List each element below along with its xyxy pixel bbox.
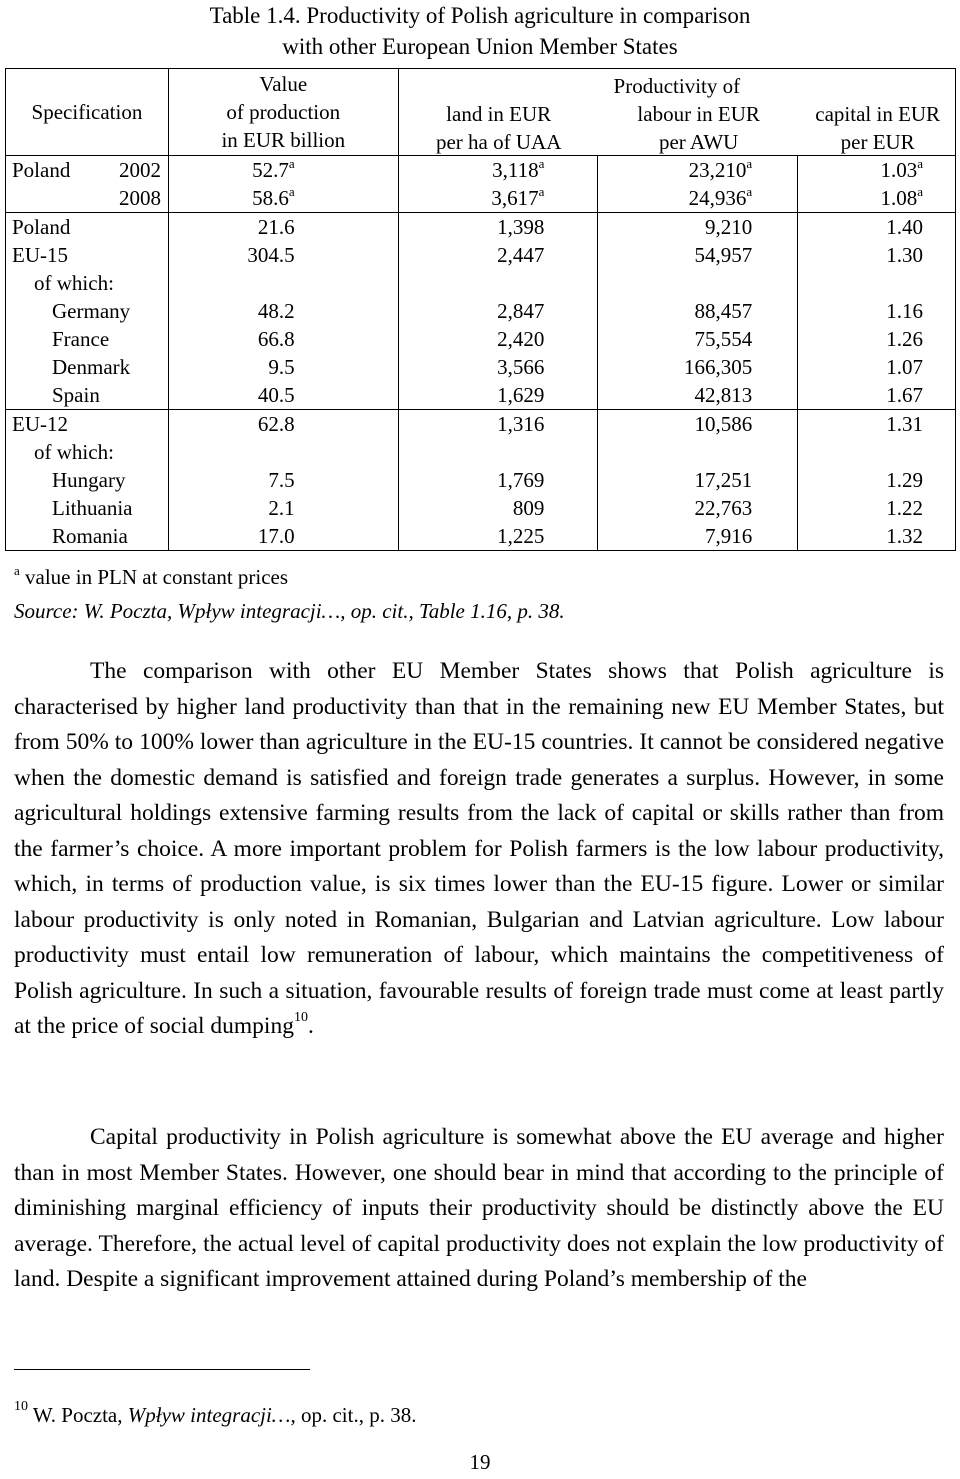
footnote-number: 10 — [14, 1399, 28, 1414]
land-poland-2002 — [399, 156, 598, 184]
footnote-rest: op. cit., p. 38. — [295, 1403, 417, 1427]
table-caption-line-2: with other European Union Member States — [282, 34, 678, 59]
value-text — [169, 269, 398, 297]
header-labour-line-1: labour in EUR — [637, 102, 760, 126]
table-source: Source: W. Poczta, Wpływ integracji…, op. cit., Table 1.16, p. 38. — [14, 599, 565, 623]
row-label: EU-12 — [12, 412, 68, 436]
labour-text: 24,936 — [688, 186, 747, 210]
value-text: 21.6 — [257, 215, 295, 239]
row-label: Germany — [52, 299, 131, 323]
row-label-text: Poland — [12, 158, 71, 182]
land-text: 1,769 — [497, 468, 545, 492]
land-text: 2,847 — [497, 299, 545, 323]
value-text: 58.6 — [252, 186, 289, 210]
land-text: 3,566 — [497, 355, 545, 379]
footnote-title: Wpływ integracji…, — [127, 1403, 296, 1427]
land-text — [399, 438, 598, 466]
labour-poland-2008 — [598, 184, 797, 212]
capital-cell — [798, 156, 956, 213]
land-text: 2,447 — [497, 243, 545, 267]
labour-text — [598, 269, 797, 297]
footnote-ref-10: 10 — [293, 1010, 308, 1025]
capital-cell — [798, 410, 956, 551]
table-caption-line-1: Table 1.4. Productivity of Polish agriculture in comparison — [209, 3, 751, 28]
footnote-10 — [14, 1400, 416, 1430]
header-land-line-2: per ha of UAA — [435, 130, 562, 154]
land-text: 1,398 — [497, 215, 545, 239]
spec-cell — [6, 410, 169, 551]
capital-text — [798, 438, 955, 466]
capital-cell — [798, 213, 956, 410]
value-poland-2008 — [169, 184, 398, 212]
labour-text: 75,554 — [694, 327, 753, 351]
capital-poland-2008 — [798, 184, 955, 212]
header-specification: Specification — [6, 69, 169, 156]
value-text: 304.5 — [247, 243, 295, 267]
capital-text: 1.32 — [886, 524, 923, 548]
labour-text: 10,586 — [694, 412, 753, 436]
note-mark: a — [288, 156, 295, 171]
header-capital-line-2: per EUR — [840, 130, 915, 154]
value-text: 9.5 — [268, 355, 295, 379]
productivity-table — [5, 68, 956, 551]
table-row-group-poland-years — [6, 156, 956, 213]
value-text: 2.1 — [268, 496, 295, 520]
spec-cell — [6, 156, 169, 213]
labour-cell — [598, 213, 798, 410]
header-productivity-of: Productivity of — [613, 74, 741, 98]
header-land-line-1: land in EUR — [446, 102, 552, 126]
table-row-group-eu15 — [6, 213, 956, 410]
row-label: Denmark — [52, 355, 131, 379]
note-mark: a — [538, 156, 545, 171]
table-note — [14, 562, 288, 592]
capital-text: 1.26 — [886, 327, 923, 351]
footnote-author: W. Poczta, — [28, 1403, 128, 1427]
table-row-group-eu12 — [6, 410, 956, 551]
capital-text: 1.22 — [886, 496, 923, 520]
land-text: 809 — [512, 496, 545, 520]
land-text: 1,225 — [497, 524, 545, 548]
capital-poland-2002 — [798, 156, 955, 184]
header-capital — [799, 100, 957, 156]
land-text: 1,629 — [497, 383, 545, 407]
land-text: 3,118 — [492, 158, 539, 182]
labour-text: 88,457 — [694, 299, 753, 323]
value-text: 52.7 — [252, 158, 289, 182]
land-poland-2008 — [399, 184, 598, 212]
paragraph-1-text: The comparison with other EU Member States shows that Polish agriculture is characterised by higher land productivity than that in the remaining new EU Member States, but from 50% to 100% lower than agriculture in the EU-15 countries. It cannot be considered negative when the domestic demand is satisfied and foreign trade generates a surplus. However, in some agricultural holdings extensive farming results from the lack of capital or skills rather than from the farmer’s choice. A more important problem for Polish farmers is the low labour productivity, which, in terms of production value, is six times lower than the EU-15 figure. Lower or similar labour productivity is only noted in Romanian, Bulgarian and Latvian agriculture. Low labour productivity must entail low remuneration of labour, which maintains the competitiveness of Polish agriculture. In such a situation, favourable results of foreign trade must come at least partly at the price of social dumping — [14, 658, 944, 1039]
value-text: 62.8 — [257, 412, 295, 436]
page-number: 19 — [469, 1450, 491, 1474]
paragraph-2: Capital productivity in Polish agriculture is somewhat above the EU average and higher than in most Member States. However, one should bear in mind that according to the principle of diminishing marginal efficiency of inputs their productivity should be distinctly above the EU average. Therefore, the actual level of capital productivity does not explain the low productivity of land. Despite a significant improvement attained during Poland’s membership of the — [14, 1124, 944, 1292]
note-mark: a — [917, 156, 923, 171]
labour-text: 23,210 — [688, 158, 747, 182]
footnote-divider — [14, 1369, 310, 1370]
land-text — [399, 269, 598, 297]
capital-text: 1.40 — [886, 215, 923, 239]
row-label: France — [52, 327, 110, 351]
labour-text: 17,251 — [694, 468, 753, 492]
paragraph-1-end: . — [307, 1013, 314, 1039]
header-labour-line-2: per AWU — [658, 130, 739, 154]
capital-text: 1.16 — [886, 299, 923, 323]
value-cell — [168, 156, 398, 213]
note-mark: a — [14, 563, 20, 578]
row-label: Lithuania — [52, 496, 133, 520]
capital-text: 1.29 — [886, 468, 923, 492]
capital-text: 1.03 — [880, 158, 918, 182]
value-text — [169, 438, 398, 466]
labour-text: 54,957 — [694, 243, 753, 267]
land-cell — [398, 410, 598, 551]
note-mark: a — [288, 184, 295, 199]
value-poland-2002 — [169, 156, 398, 184]
header-capital-line-1: capital in EUR — [815, 102, 941, 126]
table-header-row — [6, 69, 956, 156]
value-text: 17.0 — [257, 524, 295, 548]
value-text: 40.5 — [257, 383, 295, 407]
land-text: 1,316 — [497, 412, 545, 436]
value-text: 48.2 — [257, 299, 295, 323]
value-cell — [168, 213, 398, 410]
note-mark: a — [746, 184, 753, 199]
labour-text — [598, 438, 797, 466]
row-label: Romania — [52, 524, 128, 548]
note-mark: a — [538, 184, 545, 199]
land-cell — [398, 156, 598, 213]
header-value-line-1: Value — [259, 72, 308, 96]
land-text: 2,420 — [497, 327, 545, 351]
row-label-poland-2008 — [6, 184, 168, 212]
header-value — [168, 69, 398, 156]
note-text: value in PLN at constant prices — [19, 565, 289, 589]
header-labour — [599, 100, 799, 156]
row-year-2002: 2002 — [119, 158, 161, 182]
value-text: 66.8 — [257, 327, 295, 351]
row-label: of which: — [34, 271, 114, 295]
header-value-line-2: of production — [226, 100, 341, 124]
value-text: 7.5 — [268, 468, 295, 492]
labour-poland-2002 — [598, 156, 797, 184]
header-productivity-group — [398, 69, 955, 156]
capital-text: 1.08 — [880, 186, 918, 210]
land-text: 3,617 — [491, 186, 539, 210]
row-year-2008: 2008 — [119, 186, 161, 210]
capital-text: 1.07 — [886, 355, 923, 379]
land-cell — [398, 213, 598, 410]
capital-text: 1.31 — [886, 412, 923, 436]
labour-text: 22,763 — [694, 496, 753, 520]
value-cell — [168, 410, 398, 551]
paragraph-1 — [14, 654, 944, 1045]
header-land — [399, 100, 599, 156]
capital-text: 1.30 — [886, 243, 923, 267]
row-label: EU-15 — [12, 243, 68, 267]
labour-text: 166,305 — [683, 355, 753, 379]
row-label: Spain — [52, 383, 100, 407]
note-mark: a — [746, 156, 753, 171]
labour-text: 42,813 — [694, 383, 753, 407]
note-mark: a — [917, 184, 923, 199]
row-label: Hungary — [52, 468, 126, 492]
labour-cell — [598, 410, 798, 551]
labour-text: 9,210 — [704, 215, 753, 239]
capital-text: 1.67 — [886, 383, 923, 407]
row-label-poland-2002 — [6, 156, 168, 184]
spec-cell — [6, 213, 169, 410]
header-value-line-3: in EUR billion — [221, 128, 346, 152]
capital-text — [798, 269, 955, 297]
labour-text: 7,916 — [704, 524, 753, 548]
row-label: of which: — [34, 440, 114, 464]
labour-cell — [598, 156, 798, 213]
row-label: Poland — [12, 215, 71, 239]
